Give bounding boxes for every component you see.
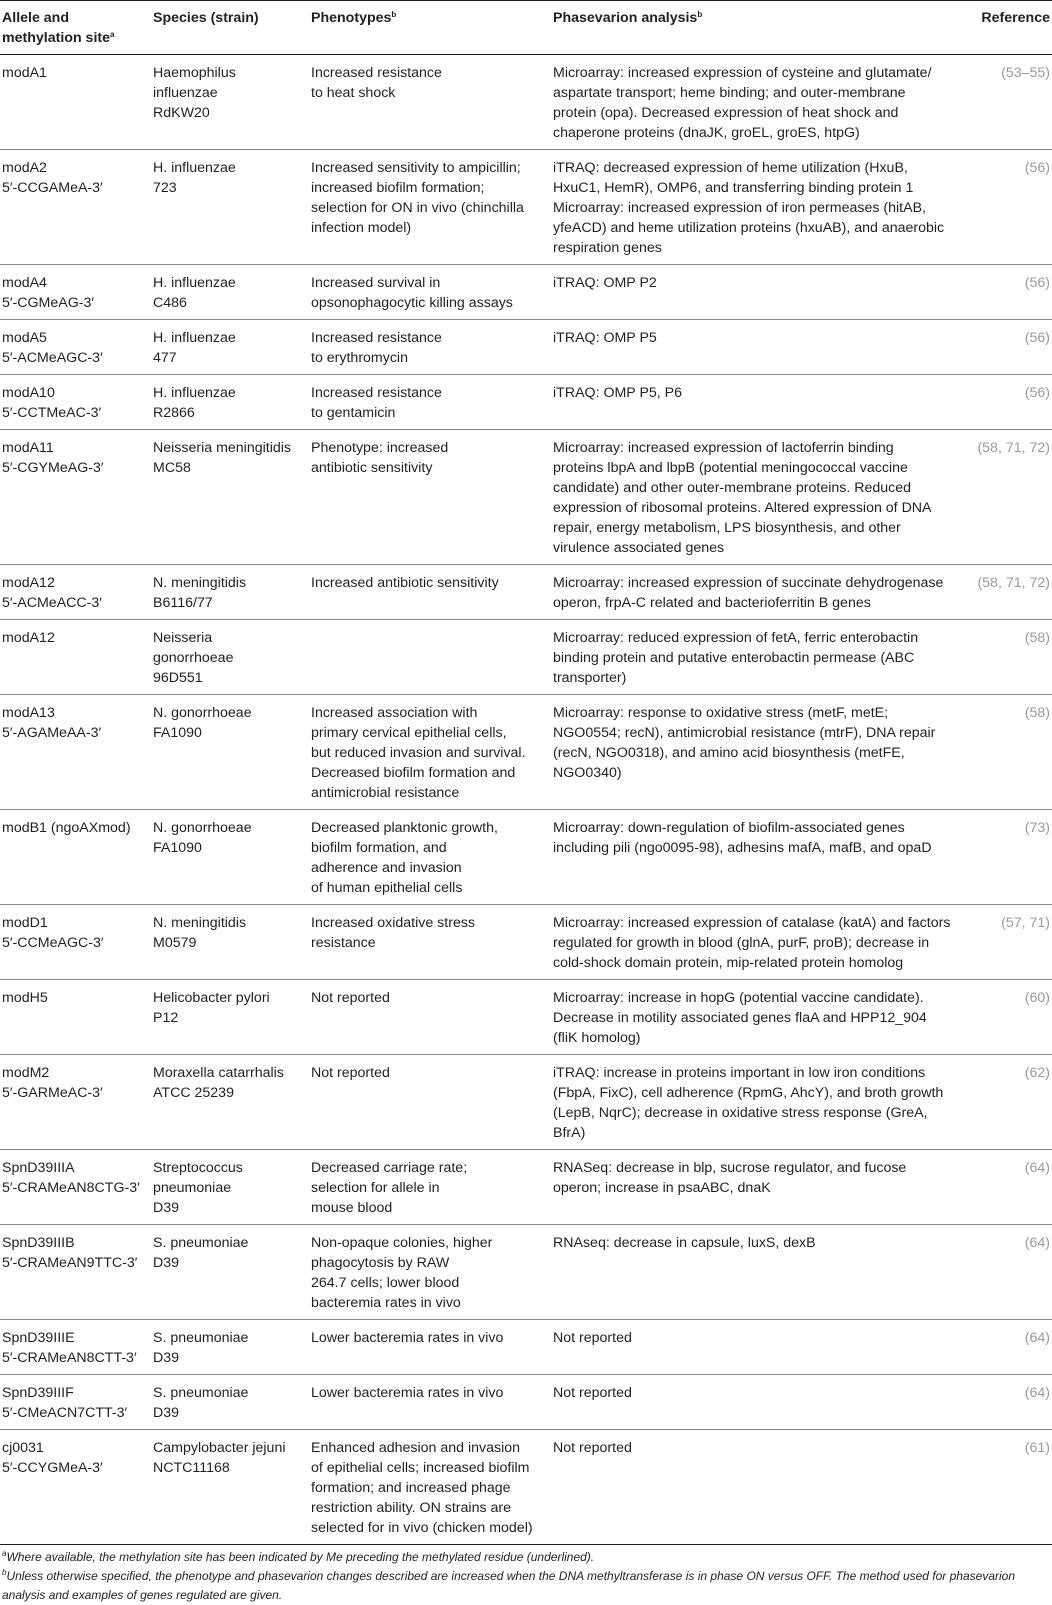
allele-cell — [0, 1225, 151, 1320]
phasevarion-cell — [551, 375, 967, 430]
strain-name: FA1090 — [153, 840, 202, 856]
species-cell — [151, 375, 309, 430]
species-cell — [151, 1225, 309, 1320]
phenotype-line: Not reported — [311, 990, 390, 1006]
phasevarion-line: respiration genes — [553, 240, 662, 256]
phenotype-line: infection model) — [311, 220, 412, 236]
reference-cell — [967, 320, 1052, 375]
reference-cell — [967, 980, 1052, 1055]
phenotype-line: Increased resistance — [311, 330, 442, 346]
phenotype-cell — [309, 1055, 551, 1150]
species-cell — [151, 695, 309, 810]
species-name-cont: pneumoniae — [153, 1180, 232, 1196]
phenotype-cell — [309, 1150, 551, 1225]
phasevarion-line: iTRAQ: OMP P5 — [553, 330, 657, 346]
species-name: N. meningitidis — [153, 915, 247, 931]
phenotype-line: adherence and invasion — [311, 860, 462, 876]
phasevarion-line: BfrA) — [553, 1125, 586, 1141]
phenotype-cell — [309, 55, 551, 150]
footnote-b: $^b$Unless otherwise specified, the phenotype and phasevarion changes described are increased when the DNA methyltransferase is in phase ON versus OFF. The method used for phasevarion analysis and examples of genes regulated are given. — [2, 1568, 1016, 1602]
table-row — [0, 810, 1052, 905]
allele-cell — [0, 430, 151, 565]
phasevarion-line: yfeACD) and heme utilization proteins (hxuAB), and anaerobic — [553, 220, 945, 236]
methylation-site: 5′-CMeACN7CTT-3′ — [2, 1405, 128, 1421]
phasevarion-line: operon; increase in psaABC, dnaK — [553, 1180, 771, 1196]
species-cell — [151, 905, 309, 980]
reference-cell — [967, 55, 1052, 150]
phasevarion-line: (fliK homolog) — [553, 1030, 641, 1046]
reference-value: (53–55) — [1001, 65, 1050, 81]
phenotype-cell — [309, 150, 551, 265]
allele-cell — [0, 810, 151, 905]
methylation-site: 5′-CGYMeAG-3′ — [2, 460, 104, 476]
phenotype-line: Increased association with — [311, 705, 478, 721]
phasevarion-line: Not reported — [553, 1440, 632, 1456]
allele-cell — [0, 1150, 151, 1225]
phasevarion-line: Microarray: increased expression of cysteine and glutamate/ — [553, 65, 932, 81]
phasevarion-cell — [551, 430, 967, 565]
header-row — [0, 1, 1052, 55]
reference-value: (61) — [1024, 1440, 1050, 1456]
phasevarion-cell — [551, 1430, 967, 1545]
allele-name: SpnD39IIIB — [2, 1235, 75, 1251]
strain-name: NCTC11168 — [153, 1460, 230, 1476]
phenotype-line: of human epithelial cells — [311, 880, 463, 896]
phasevarion-cell — [551, 1320, 967, 1375]
species-cell — [151, 1150, 309, 1225]
phenotype-line: mouse blood — [311, 1200, 393, 1216]
phenotype-line: primary cervical epithelial cells, — [311, 725, 507, 741]
phenotype-cell — [309, 905, 551, 980]
allele-name: modA2 — [2, 160, 47, 176]
methylation-site: 5′-ACMeAGC-3′ — [2, 350, 103, 366]
reference-value: (58, 71, 72) — [977, 440, 1050, 456]
phenotype-cell — [309, 695, 551, 810]
phenotype-line: Non-opaque colonies, higher — [311, 1235, 493, 1251]
allele-name: modA10 — [2, 385, 55, 401]
allele-name: SpnD39IIIA — [2, 1160, 75, 1176]
reference-cell — [967, 1225, 1052, 1320]
phenotype-line: to erythromycin — [311, 350, 408, 366]
reference-cell — [967, 810, 1052, 905]
phenotype-line: phagocytosis by RAW — [311, 1255, 450, 1271]
phenotype-cell — [309, 320, 551, 375]
phenotype-cell — [309, 1225, 551, 1320]
phenotype-line: to heat shock — [311, 85, 396, 101]
phenotype-line: selection for ON in vivo (chinchilla — [311, 200, 524, 216]
phasevarion-line: RNAseq: decrease in capsule, luxS, dexB — [553, 1235, 816, 1251]
reference-value: (56) — [1024, 330, 1050, 346]
phenotype-line: increased biofilm formation; — [311, 180, 485, 196]
phasevarion-line: iTRAQ: decreased expression of heme utilization (HxuB, — [553, 160, 908, 176]
phasevarion-line: virulence associated genes — [553, 540, 725, 556]
reference-value: (62) — [1024, 1065, 1050, 1081]
allele-name: modA4 — [2, 275, 47, 291]
species-name: Haemophilus — [153, 65, 236, 81]
species-cell — [151, 150, 309, 265]
species-cell — [151, 1055, 309, 1150]
allele-name: cj0031 — [2, 1440, 44, 1456]
species-name: Helicobacter pylori — [153, 990, 270, 1006]
reference-value: (57, 71) — [1001, 915, 1050, 931]
table-row — [0, 430, 1052, 565]
phenotype-line: of epithelial cells; increased biofilm — [311, 1460, 530, 1476]
methylation-site: 5′-ACMeACC-3′ — [2, 595, 102, 611]
phasevarion-cell — [551, 695, 967, 810]
phenotype-line: Phenotype: increased — [311, 440, 449, 456]
phasevarion-line: Not reported — [553, 1385, 632, 1401]
phasevarion-cell — [551, 565, 967, 620]
methylation-site: 5′-CRAMeAN8CTT-3′ — [2, 1350, 137, 1366]
allele-cell — [0, 905, 151, 980]
phenotype-cell — [309, 375, 551, 430]
species-cell — [151, 1430, 309, 1545]
phasevarion-line: operon, frpA-C related and bacterioferritin B genes — [553, 595, 871, 611]
allele-name: modA11 — [2, 440, 54, 456]
header-phenotypes: Phenotypes$^b$ — [309, 1, 551, 55]
methylation-site: 5′-GARMeAC-3′ — [2, 1085, 103, 1101]
reference-value: (64) — [1024, 1330, 1050, 1346]
phenotype-line: Decreased biofilm formation and — [311, 765, 516, 781]
phasevarion-line: Microarray: response to oxidative stress (metF, metE; — [553, 705, 889, 721]
phenotype-cell — [309, 810, 551, 905]
table-row — [0, 980, 1052, 1055]
species-name: S. pneumoniae — [153, 1235, 249, 1251]
table-row — [0, 1225, 1052, 1320]
methylation-site: 5′-CGMeAG-3′ — [2, 295, 95, 311]
reference-cell — [967, 695, 1052, 810]
species-name: Moraxella catarrhalis — [153, 1065, 284, 1081]
species-cell — [151, 265, 309, 320]
phenotype-line: Increased antibiotic sensitivity — [311, 575, 499, 591]
phasevarion-line: proteins lbpA and lbpB (potential meningococcal vaccine — [553, 460, 908, 476]
methylation-site: 5′-CRAMeAN8CTG-3′ — [2, 1180, 140, 1196]
reference-value: (56) — [1024, 385, 1050, 401]
methylation-site: 5′-CCYGMeA-3′ — [2, 1460, 103, 1476]
phenotype-line: selection for allele in — [311, 1180, 440, 1196]
phasevarion-line: transporter) — [553, 670, 627, 686]
strain-name: 723 — [153, 180, 177, 196]
strain-name: 477 — [153, 350, 177, 366]
species-name: S. pneumoniae — [153, 1385, 249, 1401]
allele-cell — [0, 150, 151, 265]
allele-cell — [0, 265, 151, 320]
phenotype-line: opsonophagocytic killing assays — [311, 295, 513, 311]
table-row — [0, 265, 1052, 320]
strain-name: M0579 — [153, 935, 197, 951]
phasevarion-line: Microarray: reduced expression of fetA, ferric enterobactin — [553, 630, 919, 646]
phenotype-cell — [309, 980, 551, 1055]
phenotype-line: to gentamicin — [311, 405, 396, 421]
table-row — [0, 620, 1052, 695]
phenotype-line: Increased oxidative stress — [311, 915, 476, 931]
strain-name: D39 — [153, 1255, 180, 1271]
phasevarion-line: protein (opa). Decreased expression of heat shock and — [553, 105, 899, 121]
reference-cell — [967, 620, 1052, 695]
reference-value: (73) — [1024, 820, 1050, 836]
phenotype-line: restriction ability. ON strains are — [311, 1500, 511, 1516]
reference-value: (64) — [1024, 1235, 1050, 1251]
strain-name: ATCC 25239 — [153, 1085, 234, 1101]
phasevarion-line: Microarray: increased expression of iron permeases (hitAB, — [553, 200, 926, 216]
species-cell — [151, 55, 309, 150]
species-name: H. influenzae — [153, 160, 236, 176]
allele-cell — [0, 320, 151, 375]
reference-value: (58) — [1024, 630, 1050, 646]
footnote-a: $^a$Where available, the methylation site has been indicated by Me preceding the methylated residue (underlined). — [2, 1549, 595, 1564]
phasevarion-line: iTRAQ: OMP P2 — [553, 275, 657, 291]
phenotype-line: but reduced invasion and survival. — [311, 745, 526, 761]
allele-cell — [0, 375, 151, 430]
allele-name: modA13 — [2, 705, 55, 721]
species-cell — [151, 1375, 309, 1430]
phenotype-cell — [309, 1430, 551, 1545]
species-name: H. influenzae — [153, 275, 236, 291]
phenotype-line: Decreased carriage rate; — [311, 1160, 468, 1176]
phenotype-line: Not reported — [311, 1065, 390, 1081]
reference-cell — [967, 905, 1052, 980]
phenotype-line: formation; and increased phage — [311, 1480, 511, 1496]
phenotype-line: bacteremia rates in vivo — [311, 1295, 461, 1311]
reference-cell — [967, 1320, 1052, 1375]
phenotype-cell — [309, 1375, 551, 1430]
phasevarion-line: binding protein and putative enterobactin permease (ABC — [553, 650, 915, 666]
phasevarion-cell — [551, 620, 967, 695]
methylation-site: 5′-CCMeAGC-3′ — [2, 935, 104, 951]
table-row — [0, 150, 1052, 265]
species-name: H. influenzae — [153, 330, 236, 346]
table-row — [0, 1430, 1052, 1545]
allele-cell — [0, 1055, 151, 1150]
phenotype-line: Lower bacteremia rates in vivo — [311, 1385, 504, 1401]
phasevarion-cell — [551, 265, 967, 320]
allele-name: modM2 — [2, 1065, 50, 1081]
phenotype-line: Increased resistance — [311, 65, 442, 81]
phenotype-line: resistance — [311, 935, 376, 951]
reference-value: (64) — [1024, 1385, 1050, 1401]
strain-name: D39 — [153, 1405, 180, 1421]
methylation-site: 5′-CRAMeAN9TTC-3′ — [2, 1255, 138, 1271]
phenotype-line: Increased sensitivity to ampicillin; — [311, 160, 521, 176]
allele-name: modA1 — [2, 65, 47, 81]
allele-cell — [0, 620, 151, 695]
header-phasevarion: Phasevarion analysis$^b$ — [551, 1, 967, 55]
phenotype-line: antibiotic sensitivity — [311, 460, 433, 476]
reference-cell — [967, 1430, 1052, 1545]
phasevarion-line: Microarray: increased expression of succinate dehydrogenase — [553, 575, 944, 591]
phenotype-line: Decreased planktonic growth, — [311, 820, 498, 836]
strain-name: D39 — [153, 1350, 180, 1366]
reference-cell — [967, 565, 1052, 620]
phasevarion-line: candidate) and other outer-membrane proteins. Reduced — [553, 480, 912, 496]
phasevarion-cell — [551, 810, 967, 905]
phasevarion-line: NGO0340) — [553, 765, 622, 781]
table-row — [0, 905, 1052, 980]
phenotype-line: 264.7 cells; lower blood — [311, 1275, 460, 1291]
strain-name: P12 — [153, 1010, 179, 1026]
strain-name: FA1090 — [153, 725, 202, 741]
phasevarion-line: expression of ribosomal proteins. Altered expression of DNA — [553, 500, 932, 516]
reference-cell — [967, 265, 1052, 320]
phasevarion-line: (recN, NGO0318), and amino acid biosynthesis (metFE, — [553, 745, 905, 761]
reference-value: (56) — [1024, 275, 1050, 291]
phenotype-cell — [309, 430, 551, 565]
table-row — [0, 695, 1052, 810]
table-row — [0, 1055, 1052, 1150]
phasevarion-cell — [551, 150, 967, 265]
allele-name: modB1 (ngoAXmod) — [2, 820, 131, 836]
phenotype-cell — [309, 1320, 551, 1375]
phenotype-line: biofilm formation, and — [311, 840, 447, 856]
phasevarion-line: iTRAQ: OMP P5, P6 — [553, 385, 683, 401]
table-row — [0, 1375, 1052, 1430]
phenotype-line: Enhanced adhesion and invasion — [311, 1440, 521, 1456]
phasevarion-line: HxuC1, HemR), OMP6, and transferring binding protein 1 — [553, 180, 914, 196]
table-footnotes — [0, 1545, 1052, 1605]
phasevarion-cell — [551, 905, 967, 980]
reference-cell — [967, 150, 1052, 265]
allele-name: SpnD39IIIF — [2, 1385, 74, 1401]
phasevarion-line: Microarray: increased expression of lactoferrin binding — [553, 440, 894, 456]
species-name-cont: gonorrhoeae — [153, 650, 234, 666]
methylation-site: 5′-CCTMeAC-3′ — [2, 405, 102, 421]
phenotype-cell — [309, 620, 551, 695]
allele-cell — [0, 695, 151, 810]
phasevarion-cell — [551, 1150, 967, 1225]
phasevarion-line: repair, energy metabolism, LPS biosynthesis, and other — [553, 520, 901, 536]
methylation-site: 5′-CCGAMeA-3′ — [2, 180, 103, 196]
phasevarion-cell — [551, 1225, 967, 1320]
species-cell — [151, 1320, 309, 1375]
strain-name: D39 — [153, 1200, 180, 1216]
phasevarion-line: Microarray: increase in hopG (potential vaccine candidate). — [553, 990, 924, 1006]
species-name-cont: influenzae — [153, 85, 218, 101]
reference-cell — [967, 375, 1052, 430]
species-name: H. influenzae — [153, 385, 236, 401]
reference-value: (58, 71, 72) — [977, 575, 1050, 591]
header-species: Species (strain) — [151, 1, 309, 55]
phasevarion-line: Decrease in motility associated genes flaA and HPP12_904 — [553, 1010, 927, 1026]
allele-cell — [0, 565, 151, 620]
phasevarion-line: (FbpA, FixC), cell adherence (RpmG, AhcY), and broth growth — [553, 1085, 944, 1101]
phasevarion-cell — [551, 980, 967, 1055]
strain-name: C486 — [153, 295, 187, 311]
species-cell — [151, 810, 309, 905]
species-cell — [151, 620, 309, 695]
species-name: N. meningitidis — [153, 575, 247, 591]
species-cell — [151, 980, 309, 1055]
phasevarion-cell — [551, 1055, 967, 1150]
species-cell — [151, 320, 309, 375]
species-name: Streptococcus — [153, 1160, 243, 1176]
phasevarion-line: Microarray: increased expression of catalase (katA) and factors — [553, 915, 951, 931]
table-row — [0, 1150, 1052, 1225]
allele-name: modA12 — [2, 575, 55, 591]
allele-name: modA12 — [2, 630, 55, 646]
phenotype-line: antimicrobial resistance — [311, 785, 460, 801]
reference-value: (58) — [1024, 705, 1050, 721]
phenotype-line: Lower bacteremia rates in vivo — [311, 1330, 504, 1346]
phenotype-line: Increased resistance — [311, 385, 442, 401]
table-row — [0, 1320, 1052, 1375]
allele-cell — [0, 55, 151, 150]
phasevarion-line: (LepB, NqrC); decrease in oxidative stress response (GreA, — [553, 1105, 928, 1121]
allele-name: modD1 — [2, 915, 48, 931]
species-name: N. gonorrhoeae — [153, 705, 252, 721]
reference-cell — [967, 1055, 1052, 1150]
species-cell — [151, 430, 309, 565]
phasevarion-line: RNASeq: decrease in blp, sucrose regulator, and fucose — [553, 1160, 907, 1176]
table-row — [0, 565, 1052, 620]
species-name: Neisseria meningitidis — [153, 440, 291, 456]
strain-name: RdKW20 — [153, 105, 210, 121]
allele-cell — [0, 1430, 151, 1545]
allele-name: modA5 — [2, 330, 47, 346]
phasevarion-line: chaperone proteins (dnaJK, groEL, groES, htpG) — [553, 125, 860, 141]
allele-name: modH5 — [2, 990, 48, 1006]
strain-name: MC58 — [153, 460, 191, 476]
allele-cell — [0, 1320, 151, 1375]
reference-cell — [967, 430, 1052, 565]
phasevarion-line: Microarray: down-regulation of biofilm-associated genes — [553, 820, 905, 836]
species-cell — [151, 565, 309, 620]
phenotype-cell — [309, 265, 551, 320]
species-name: N. gonorrhoeae — [153, 820, 252, 836]
header-allele: Allele and methylation site$^a$ — [0, 1, 151, 55]
allele-cell — [0, 980, 151, 1055]
header-reference: Reference — [967, 1, 1052, 55]
phasevarion-line: cold-shock domain protein, mip-related protein homolog — [553, 955, 904, 971]
table-row — [0, 375, 1052, 430]
phasevarion-cell — [551, 1375, 967, 1430]
phasevarion-cell — [551, 320, 967, 375]
phenotype-cell — [309, 565, 551, 620]
methylation-site: 5′-AGAMeAA-3′ — [2, 725, 102, 741]
reference-value: (60) — [1024, 990, 1050, 1006]
phenotype-line: Increased survival in — [311, 275, 441, 291]
table-row — [0, 55, 1052, 150]
strain-name: R2866 — [153, 405, 195, 421]
species-name: Neisseria — [153, 630, 213, 646]
reference-value: (56) — [1024, 160, 1050, 176]
phasevarion-line: Not reported — [553, 1330, 632, 1346]
phasevarion-line: aspartate transport; heme binding; and outer-membrane — [553, 85, 906, 101]
species-name: Campylobacter jejuni — [153, 1440, 286, 1456]
table-row — [0, 320, 1052, 375]
species-name: S. pneumoniae — [153, 1330, 249, 1346]
allele-name: SpnD39IIIE — [2, 1330, 75, 1346]
phasevarion-line: NGO0554; recN), antimicrobial resistance (mtrF), DNA repair — [553, 725, 936, 741]
reference-cell — [967, 1150, 1052, 1225]
strain-name: 96D551 — [153, 670, 203, 686]
phenotype-line: selected for in vivo (chicken model) — [311, 1520, 533, 1536]
reference-cell — [967, 1375, 1052, 1430]
strain-name: B6116/77 — [153, 595, 213, 611]
allele-cell — [0, 1375, 151, 1430]
phasevarion-line: including pili (ngo0095-98), adhesins mafA, mafB, and opaD — [553, 840, 932, 856]
phasevarion-line: regulated for growth in blood (glnA, purF, proB); decrease in — [553, 935, 930, 951]
phasevarion-cell — [551, 55, 967, 150]
phasevarion-line: iTRAQ: increase in proteins important in low iron conditions — [553, 1065, 926, 1081]
reference-value: (64) — [1024, 1160, 1050, 1176]
